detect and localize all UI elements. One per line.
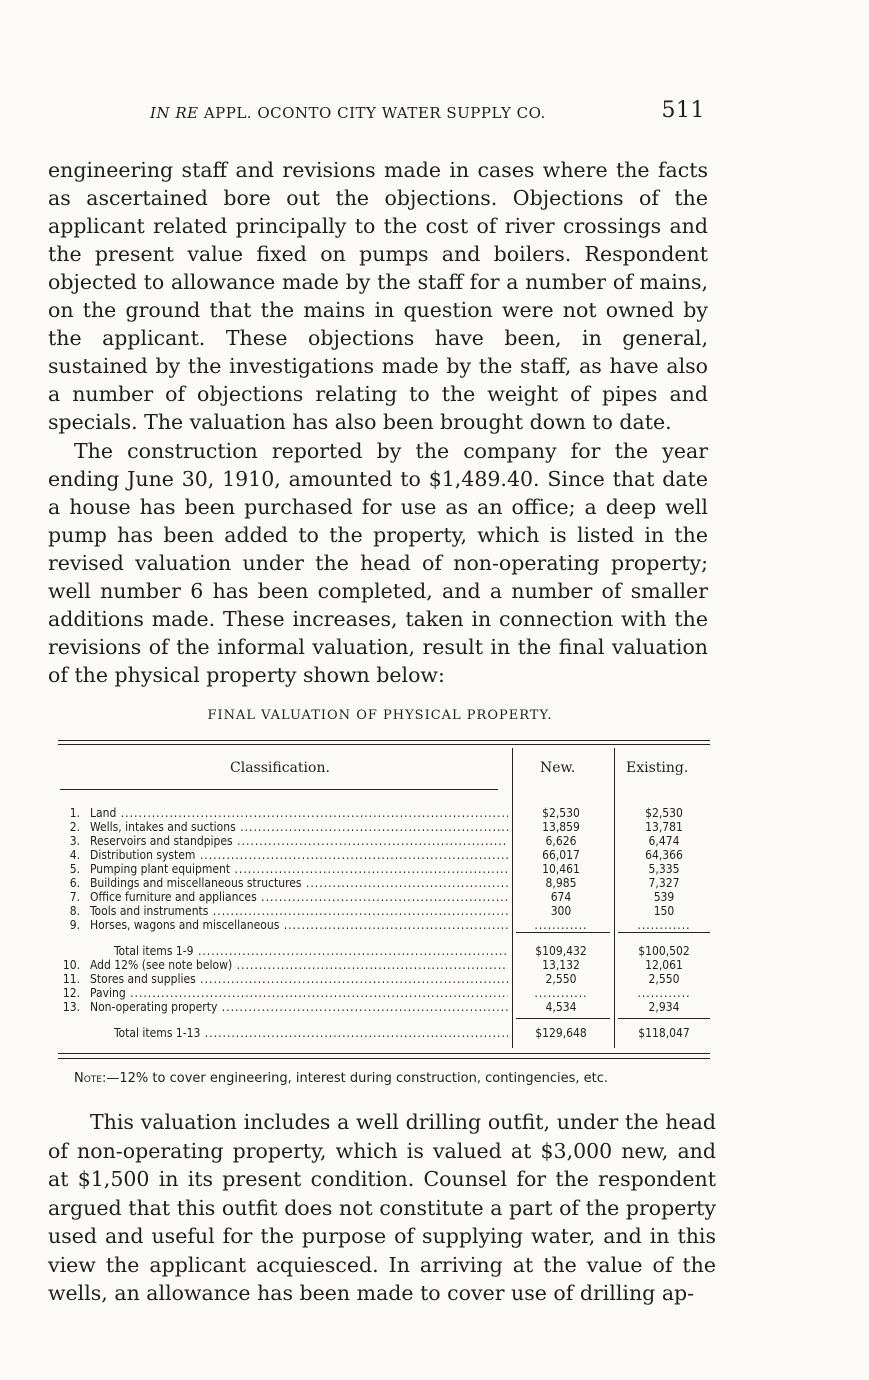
page-number: 511 (661, 98, 705, 123)
paragraph-3: This valuation includes a well drilling outfit, under the head of non-operating property, which is valued at $3,000 new, and at $1,500 in its present condition. Counsel for the respondent argued that this outfit does not constitute a part of the property used and useful for the purpose of supplying water, and in this view the applicant acquiesced. In arriving at the value of the wells, an allowance has been made to cover use of drilling ap- (48, 1110, 716, 1305)
empty-cell-dots (618, 918, 710, 932)
table-row: 10. Add 12% (see note below) ..... 13,132 12,061 (58, 958, 710, 972)
paragraph-1: engineering staff and revisions made in cases where the facts as ascertained bore out the objections. Objections of the applicant related principally to the cost of river crossings and the present value fixed on pumps and boilers. Respondent objected to allowance made by the staff for a number of mains, on the ground that the mains in question were not owned by the applicant. These objections have been, in general, sustained by the investigations made by the staff, as have also a number of objections relating to the weight of pipes and specials. The valuation has also been brought down to date. (48, 158, 708, 434)
empty-cell-dots (515, 918, 607, 932)
total-row-1-13: Total items 1-13 ..... $129,648 $118,047 (58, 1026, 710, 1040)
table-row: 11. Stores and supplies ..... 2,550 2,550 (58, 972, 710, 986)
running-header (150, 98, 705, 123)
total-rule-existing (618, 1018, 710, 1019)
table-row: 2. Wells, intakes and suctions ..... 13,859 13,781 (58, 820, 710, 834)
col-header-new: New. (540, 760, 576, 776)
running-title: IN RE APPL. OCONTO CITY WATER SUPPLY CO. (150, 104, 546, 122)
paragraph-2: The construction reported by the company for the year ending June 30, 1910, amounted to $1,489.40. Since that date a house has been purchased for use as an office; a deep well pump has been added to the property, which is listed in the revised valuation under the head of non-operating property; well number 6 has been completed, and a number of smaller additions made. These increases, taken in connection with the revisions of the informal valuation, result in the final valuation of the physical property shown below: (48, 439, 708, 687)
col-header-existing: Existing. (626, 760, 689, 776)
col-header-classification: Classification. (230, 760, 330, 776)
total-rule-new (516, 1018, 610, 1019)
table-row: 4. Distribution system ..... 66,017 64,366 (58, 848, 710, 862)
table-note (74, 1071, 608, 1086)
table-row: 9. Horses, wagons and miscellaneous ..... ..... ..... (58, 918, 710, 932)
table-top-rule-2 (58, 744, 710, 745)
table-row: 8. Tools and instruments ..... 300 150 (58, 904, 710, 918)
table-row: 7. Office furniture and appliances ..... 674 539 (58, 890, 710, 904)
table-row: 3. Reservoirs and standpipes ..... 6,626 6,474 (58, 834, 710, 848)
empty-cell-dots (618, 986, 710, 1000)
note-label: Note (74, 1071, 102, 1086)
subtotal-rule-new (516, 932, 610, 933)
table-row: 5. Pumping plant equipment ..... 10,461 5,335 (58, 862, 710, 876)
table-bottom-rule-2 (58, 1058, 710, 1059)
table-caption: FINAL VALUATION OF PHYSICAL PROPERTY. (207, 708, 553, 723)
header-divider (60, 789, 498, 790)
table-bottom-rule (58, 1053, 710, 1054)
table-row: 13. Non-operating property ..... 4,534 2,934 (58, 1000, 710, 1014)
table-row: 1. Land ..... $2,530 $2,530 (58, 806, 710, 820)
total-row-1-9: Total items 1-9 ..... $109,432 $100,502 (58, 944, 710, 958)
empty-cell-dots (515, 986, 607, 1000)
table-top-rule (58, 740, 710, 741)
table-row: 12. Paving ..... ..... ..... (58, 986, 710, 1000)
table-row: 6. Buildings and miscellaneous structures ..... 8,985 7,327 (58, 876, 710, 890)
note-text: :—12% to cover engineering, interest during construction, contingencies, etc. (102, 1071, 609, 1086)
subtotal-rule-existing (618, 932, 710, 933)
